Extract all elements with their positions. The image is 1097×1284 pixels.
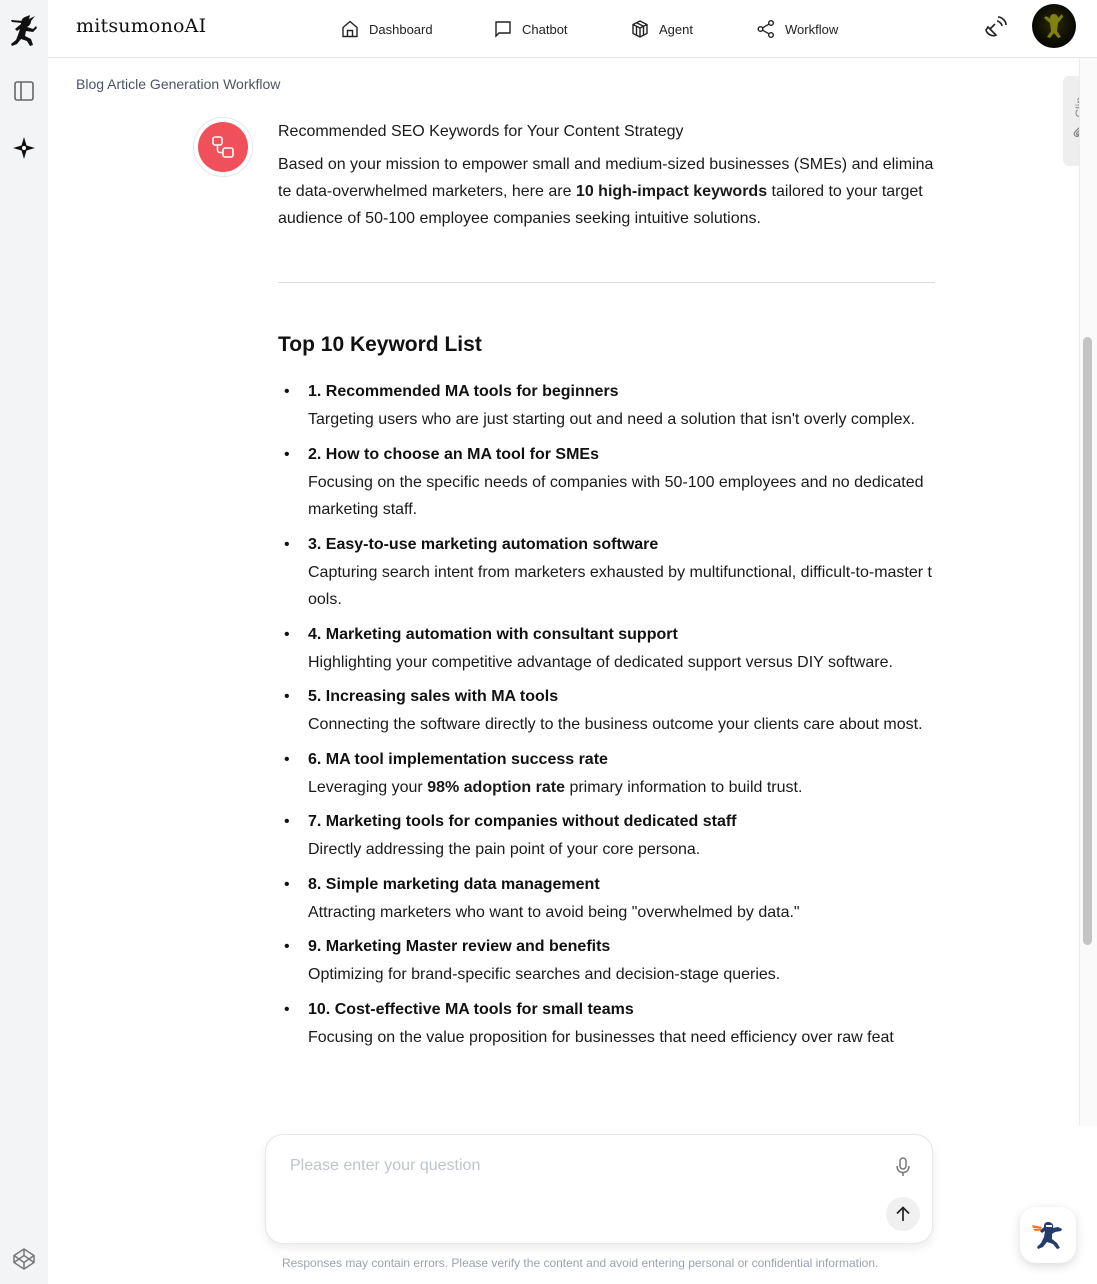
keyword-desc: Highlighting your competitive advantage of dedicated support versus DIY software. — [308, 653, 893, 671]
microphone-button[interactable] — [891, 1154, 915, 1180]
keyword-title: • 9. Marketing Master review and benefits — [308, 938, 611, 955]
nav-workflow-label: Workflow — [785, 21, 839, 37]
workflow-nodes-icon — [198, 122, 248, 172]
keyword-item — [278, 808, 935, 864]
arrow-up-icon — [894, 1205, 912, 1223]
keyword-title: • 2. How to choose an MA tool for SMEs — [308, 445, 599, 463]
keyword-item — [278, 621, 935, 677]
satellite-connection-icon[interactable] — [984, 15, 1008, 39]
keyword-title: • 5. Increasing sales with MA tools — [308, 688, 559, 705]
message-title: Recommended SEO Keywords for Your Content Strategy — [278, 123, 684, 140]
bot-avatar — [193, 117, 253, 177]
keyword-title: • 3. Easy-to-use marketing automation software — [308, 535, 659, 553]
ninja-logo-icon[interactable] — [0, 10, 48, 52]
cube-icon — [630, 19, 650, 39]
brand-name[interactable]: mitsumonoAI — [76, 15, 207, 37]
question-input[interactable] — [290, 1157, 850, 1175]
keyword-item — [278, 531, 935, 614]
home-icon — [340, 19, 360, 39]
sparkle-icon[interactable] — [0, 133, 48, 163]
keyword-desc: Optimizing for brand-specific searches and decision-stage queries. — [308, 966, 781, 983]
nav-workflow[interactable] — [756, 0, 838, 58]
nav-chatbot-label: Chatbot — [522, 21, 568, 37]
share-nodes-icon — [756, 19, 776, 39]
breadcrumb: Blog Article Generation Workflow — [76, 76, 281, 92]
keyword-item — [278, 683, 935, 739]
codepen-cube-icon[interactable] — [0, 1244, 48, 1274]
chat-composer — [265, 1134, 933, 1244]
send-button[interactable] — [886, 1197, 920, 1231]
keyword-desc: Directly addressing the pain point of your core persona. — [308, 841, 701, 858]
keyword-desc: Connecting the software directly to the business outcome your clients care about most. — [308, 716, 923, 733]
keyword-desc: Capturing search intent from marketers exhausted by multifunctional, difficult-to-master tools. — [308, 563, 932, 608]
keyword-desc — [308, 774, 935, 802]
keyword-item — [278, 996, 935, 1052]
keyword-item — [278, 871, 935, 927]
chat-bubble-icon — [493, 19, 513, 39]
keyword-title: • 8. Simple marketing data management — [308, 875, 600, 893]
user-avatar[interactable] — [1032, 4, 1076, 48]
desc-text: Leveraging your — [308, 778, 428, 796]
nav-agent-label: Agent — [659, 21, 693, 37]
keyword-desc: Targeting users who are just starting out and need a solution that isn't overly complex. — [308, 411, 915, 428]
keyword-desc: Attracting marketers who want to avoid being "overwhelmed by data." — [308, 903, 800, 921]
keyword-item — [278, 378, 935, 434]
keyword-desc: Focusing on the value proposition for businesses that need efficiency over raw feat — [308, 1028, 894, 1046]
keyword-title: • 6. MA tool implementation success rate — [308, 750, 608, 768]
keyword-item — [278, 746, 935, 802]
message-intro — [278, 151, 935, 232]
microphone-icon — [893, 1156, 913, 1178]
keyword-item — [278, 441, 935, 524]
nav-dashboard[interactable] — [340, 0, 433, 58]
ninja-mascot-icon — [1030, 1217, 1066, 1253]
keyword-list — [278, 378, 935, 1058]
nav-agent[interactable] — [630, 0, 693, 58]
desc-bold-text: 98% adoption rate — [427, 778, 565, 796]
left-sidebar — [0, 0, 48, 1284]
keyword-item — [278, 933, 935, 989]
disclaimer-text: Responses may contain errors. Please verify the content and avoid entering personal or confidential information. — [282, 1256, 879, 1270]
keyword-list-heading: Top 10 Keyword List — [278, 333, 482, 356]
section-divider — [278, 282, 935, 283]
panel-toggle-icon[interactable] — [0, 76, 48, 106]
scrollbar-thumb[interactable] — [1083, 337, 1092, 945]
keyword-title: • 7. Marketing tools for companies without dedicated staff — [308, 813, 737, 830]
intro-text-end: tailored to your target audience of 50-100 employee companies seeking intuitive solutions. — [278, 183, 923, 227]
keyword-desc: Focusing on the specific needs of companies with 50-100 employees and no dedicated marketing staff. — [308, 473, 924, 518]
nav-chatbot[interactable] — [493, 0, 568, 58]
intro-text: Based on your mission to empower small and medium-sized businesses (SMEs) and eliminate data-overwhelmed marketers, here are — [278, 156, 934, 200]
keyword-title: • 10. Cost-effective MA tools for small teams — [308, 1000, 634, 1018]
floating-assistant-button[interactable] — [1020, 1207, 1076, 1263]
top-navbar — [48, 0, 1097, 58]
nav-dashboard-label: Dashboard — [369, 21, 433, 37]
keyword-title: • 1. Recommended MA tools for beginners — [308, 383, 619, 400]
keyword-title: • 4. Marketing automation with consultant support — [308, 625, 678, 643]
desc-text-end: primary information to build trust. — [565, 778, 803, 796]
intro-bold-text: 10 high-impact keywords — [575, 183, 768, 200]
